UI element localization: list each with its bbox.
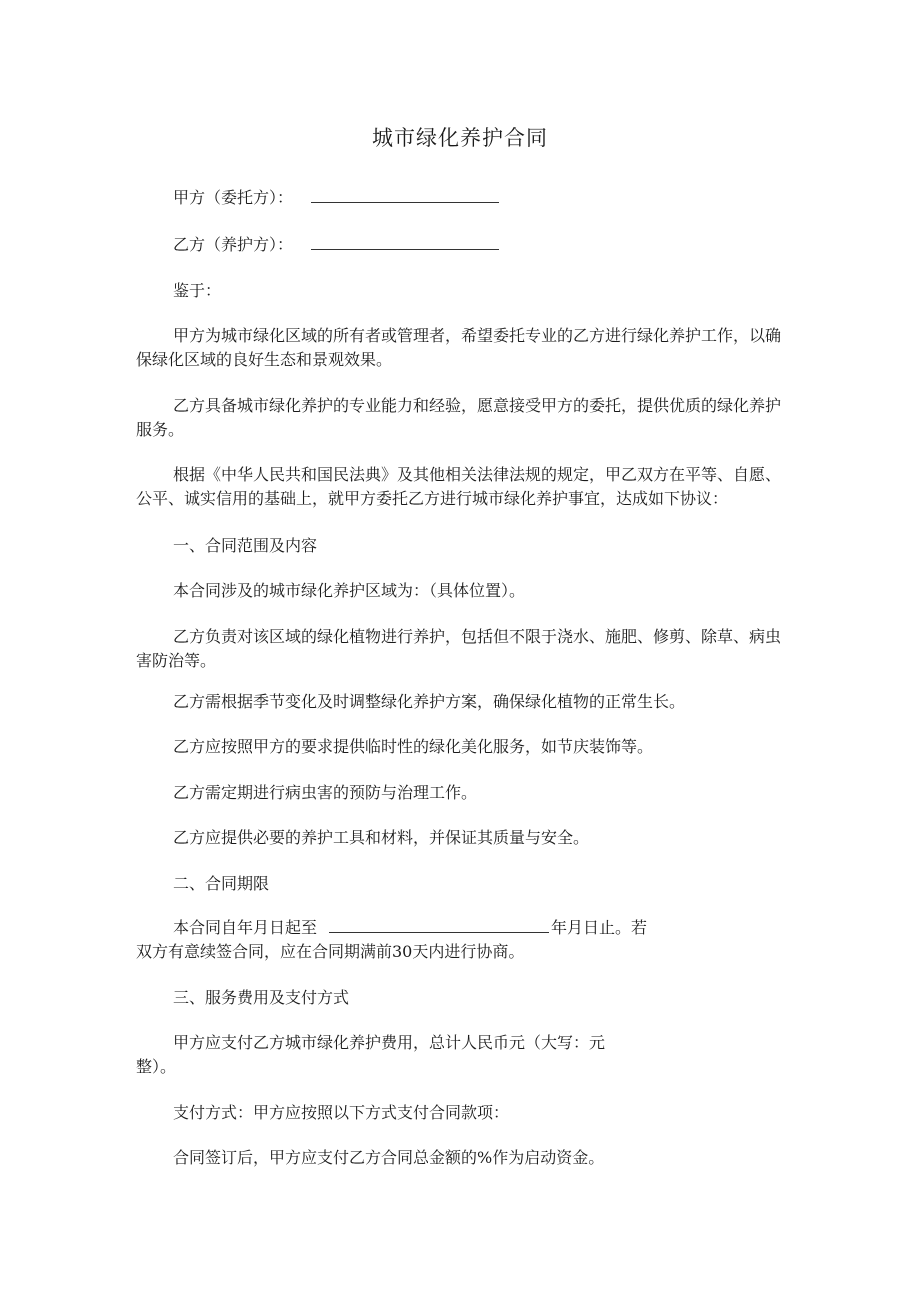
- party-a-label: 甲方（委托方）：: [173, 188, 294, 207]
- clause-1-5: 乙方需定期进行病虫害的预防与治理工作。: [173, 783, 478, 802]
- recital-2: 乙方具备城市绿化养护的专业能力和经验，愿意接受甲方的委托，提供优质的绿化养护服务。: [136, 396, 782, 439]
- payment-first-installment: 合同签订后，甲方应支付乙方合同总金额的%作为启动资金。: [173, 1148, 605, 1167]
- fee-clause-line-1: 甲方应支付乙方城市绿化养护费用，总计人民币元（大写：元: [173, 1033, 606, 1052]
- term-end-blank: [329, 916, 549, 933]
- party-b-label: 乙方（养护方）：: [173, 235, 294, 254]
- party-a-blank: [311, 186, 499, 203]
- section-1-heading: 一、合同范围及内容: [173, 536, 318, 555]
- term-clause-line-2: 双方有意续签合同，应在合同期满前30天内进行协商。: [136, 942, 525, 961]
- term-clause-post: 年月日止。若: [551, 918, 648, 937]
- term-clause-line-1: [136, 916, 796, 940]
- document-title: 城市绿化养护合同: [372, 126, 548, 150]
- clause-1-2: 乙方负责对该区域的绿化植物进行养护，包括但不限于浇水、施肥、修剪、除草、病虫害防治等。: [136, 627, 782, 670]
- party-a-line: [136, 186, 796, 210]
- recital-3: 根据《中华人民共和国民法典》及其他相关法律法规的规定，甲乙双方在平等、自愿、公平、诚实信用的基础上，就甲方委托乙方进行城市绿化养护事宜，达成如下协议：: [136, 465, 782, 508]
- fee-clause-line-2: 整）。: [136, 1057, 177, 1076]
- party-b-line: [136, 233, 796, 257]
- recital-1: 甲方为城市绿化区域的所有者或管理者，希望委托专业的乙方进行绿化养护工作，以确保绿化区域的良好生态和景观效果。: [136, 326, 782, 369]
- clause-1-4: 乙方应按照甲方的要求提供临时性的绿化美化服务，如节庆装饰等。: [173, 737, 654, 756]
- clause-1-6: 乙方应提供必要的养护工具和材料，并保证其质量与安全。: [173, 828, 590, 847]
- clause-1-1: 本合同涉及的城市绿化养护区域为：（具体位置）。: [173, 581, 526, 600]
- payment-method: 支付方式：甲方应按照以下方式支付合同款项：: [173, 1103, 510, 1122]
- section-3-heading: 三、服务费用及支付方式: [173, 988, 350, 1007]
- whereas-label: 鉴于：: [173, 281, 222, 300]
- clause-1-3: 乙方需根据季节变化及时调整绿化养护方案，确保绿化植物的正常生长。: [173, 692, 686, 711]
- term-clause-pre: 本合同自年月日起至: [173, 918, 318, 937]
- section-2-heading: 二、合同期限: [173, 874, 270, 893]
- party-b-blank: [311, 233, 499, 250]
